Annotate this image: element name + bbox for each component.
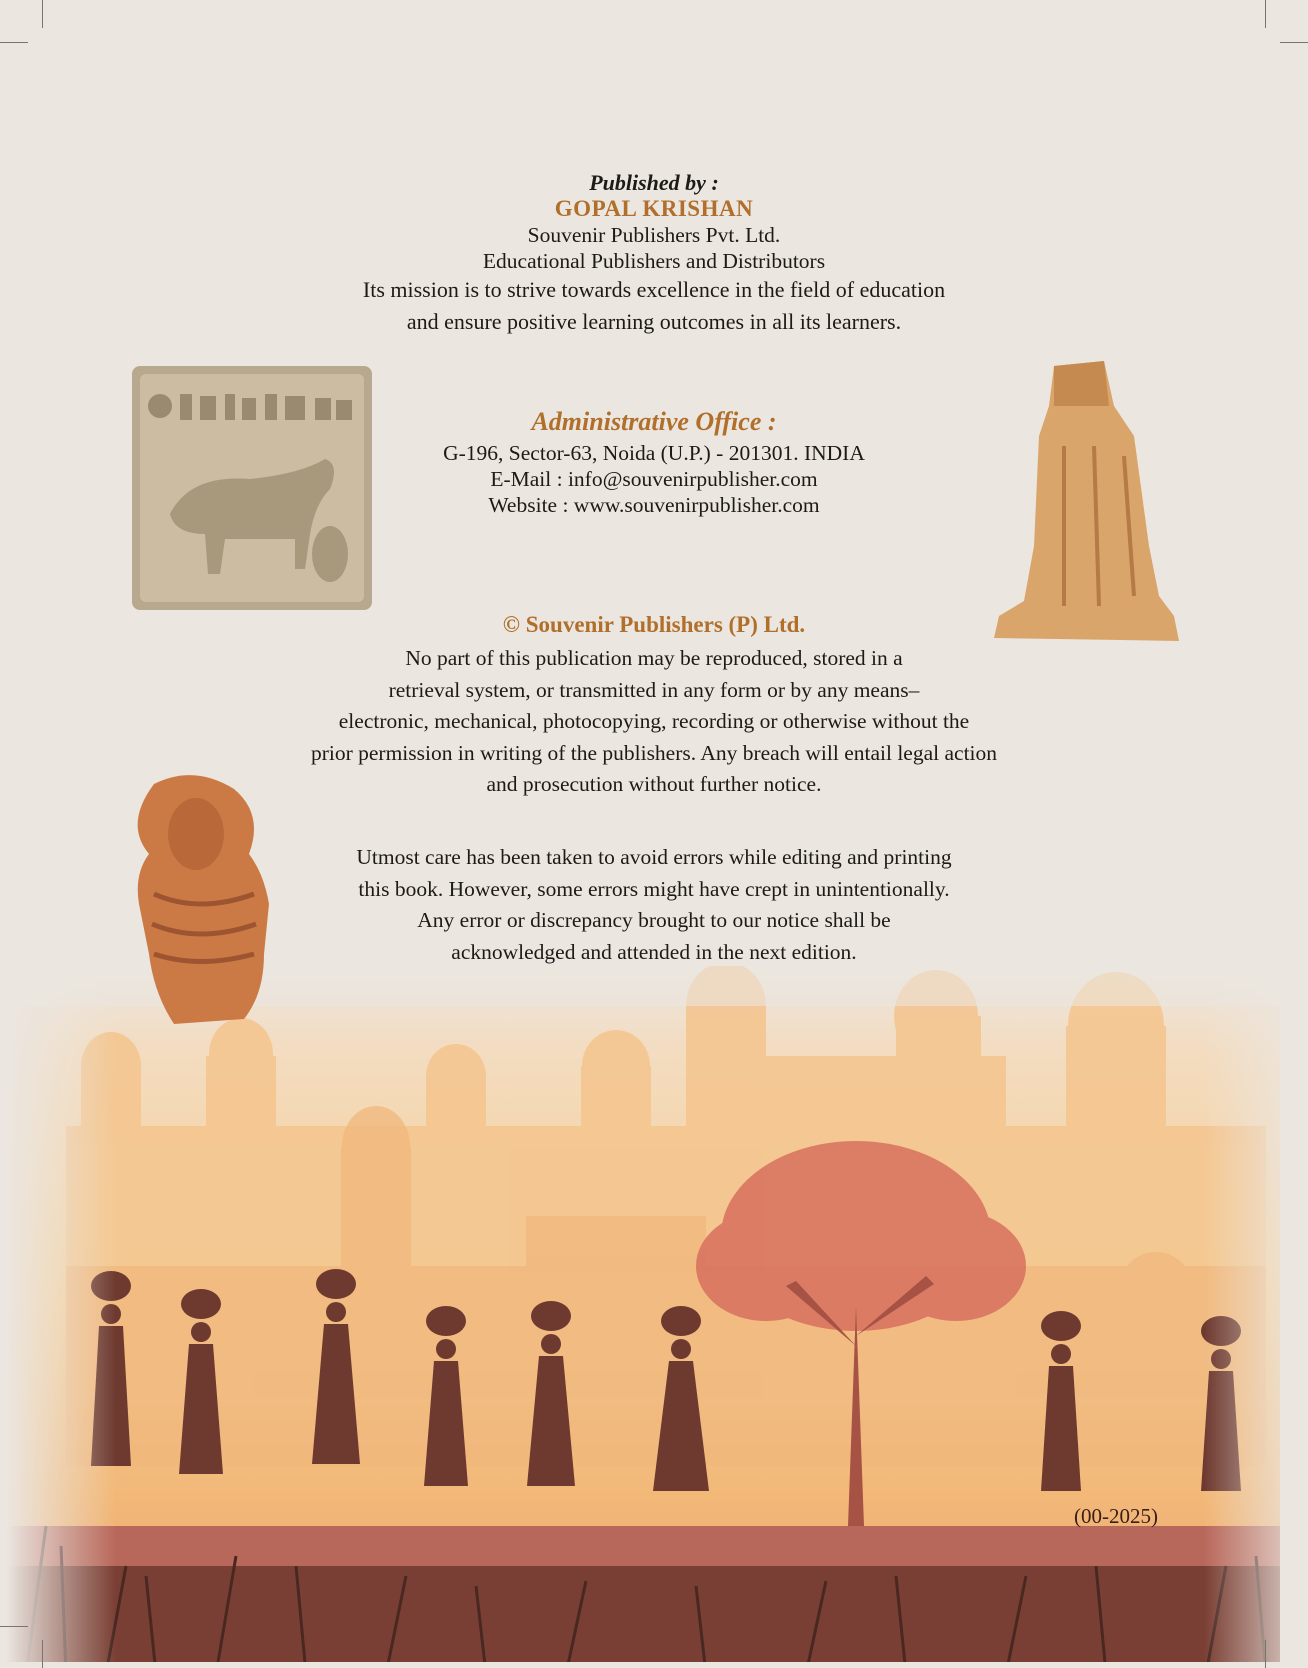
published-by-label: Published by : xyxy=(589,170,719,195)
crop-mark xyxy=(0,42,28,43)
edition-code: (00-2025) xyxy=(1074,1504,1158,1528)
crop-mark xyxy=(0,1626,28,1627)
mission-line: Its mission is to strive towards excellence in the field of education xyxy=(362,277,946,302)
disclaimer-line: acknowledged and attended in the next edition. xyxy=(451,939,857,964)
disclaimer-line: Any error or discrepancy brought to our notice shall be xyxy=(417,908,891,932)
copyright-line: and prosecution without further notice. xyxy=(486,772,822,796)
crop-mark xyxy=(42,0,43,28)
company-description: Educational Publishers and Distributors xyxy=(482,249,826,273)
copyright-line: No part of this publication may be reproduced, stored in a xyxy=(405,646,903,670)
mission-line: and ensure positive learning outcomes in all its learners. xyxy=(406,309,902,334)
copyright-line: prior permission in writing of the publishers. Any breach will entail legal action xyxy=(310,740,998,765)
copyright-title: © Souvenir Publishers (P) Ltd. xyxy=(502,612,806,637)
office-website: Website : www.souvenirpublisher.com xyxy=(488,493,820,517)
copyright-line: electronic, mechanical, photocopying, recording or otherwise without the xyxy=(338,709,970,733)
office-block xyxy=(0,404,1308,518)
disclaimer-line: Utmost care has been taken to avoid errors while editing and printing xyxy=(356,845,952,869)
publisher-name: GOPAL KRISHAN xyxy=(554,196,754,221)
office-email: E-Mail : info@souvenirpublisher.com xyxy=(490,467,818,491)
crop-mark xyxy=(42,1640,43,1668)
copyright-line: retrieval system, or transmitted in any form or by any means– xyxy=(388,677,920,702)
publisher-block xyxy=(0,170,1308,338)
crop-mark xyxy=(1280,42,1308,43)
disclaimer-line: this book. However, some errors might have crept in unintentionally. xyxy=(358,876,950,901)
office-title: Administrative Office : xyxy=(531,407,777,436)
crop-mark xyxy=(1265,0,1266,28)
village-scene-illustration xyxy=(6,966,1280,1662)
copyright-block xyxy=(0,609,1308,801)
disclaimer-block xyxy=(0,842,1308,968)
crop-mark xyxy=(1265,1640,1266,1668)
company-name: Souvenir Publishers Pvt. Ltd. xyxy=(527,223,781,247)
office-address: G-196, Sector-63, Noida (U.P.) - 201301. INDIA xyxy=(443,441,865,465)
